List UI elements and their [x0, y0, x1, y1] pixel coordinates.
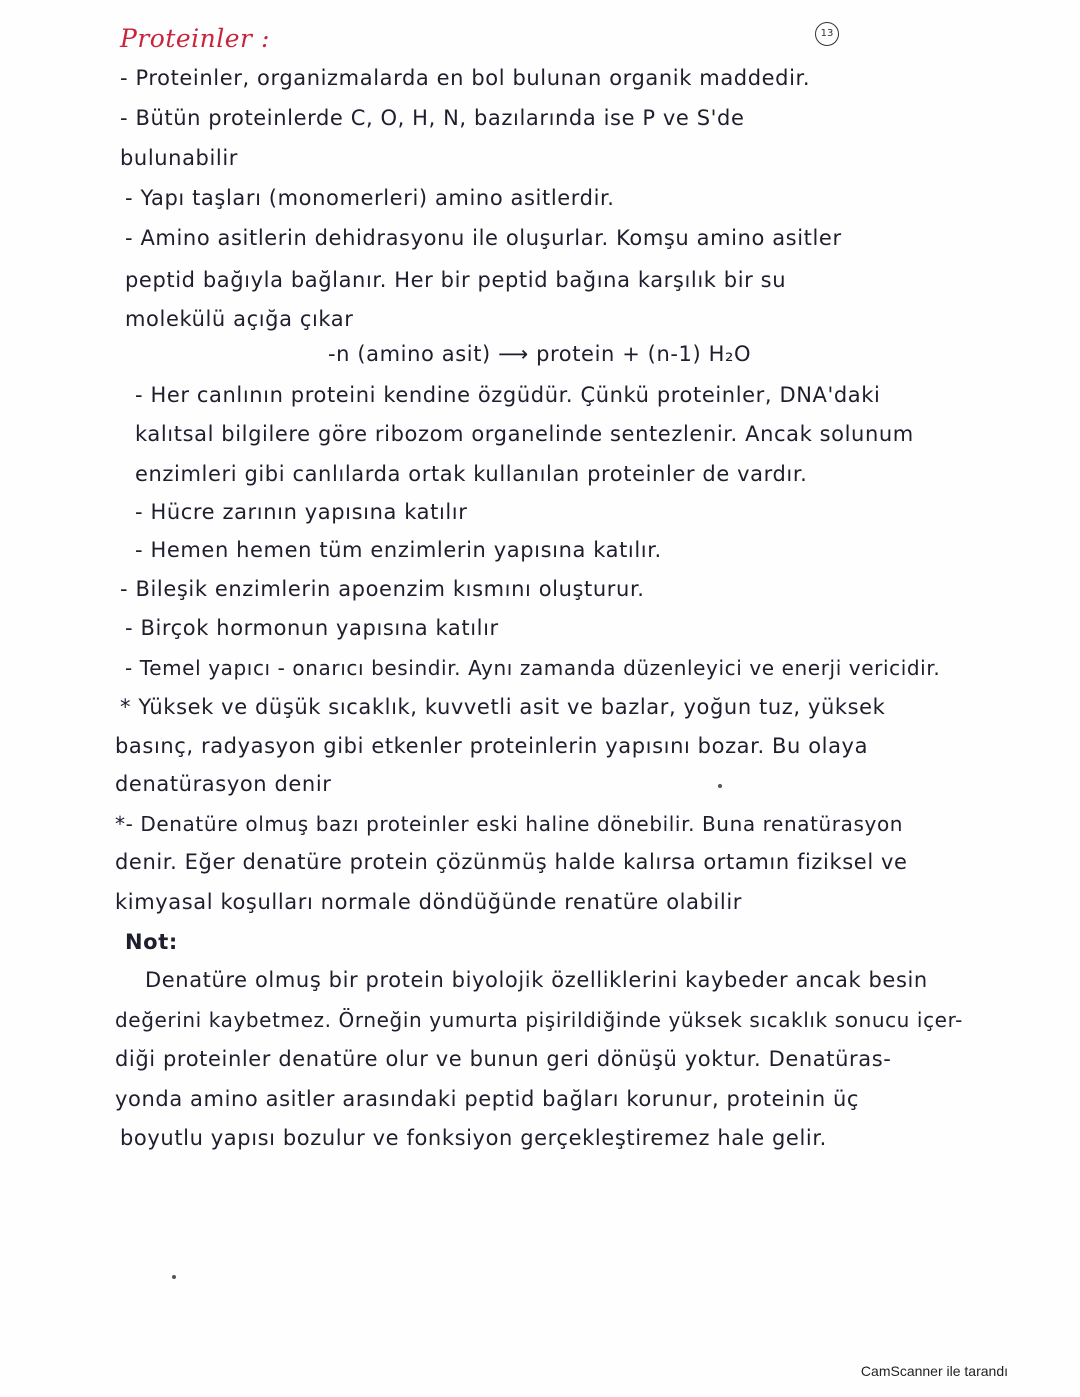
note-line: *- Denatüre olmuş bazı proteinler eski haline dönebilir. Buna renatürasyon: [115, 812, 904, 836]
note-line: - Her canlının proteini kendine özgüdür. Çünkü proteinler, DNA'daki: [135, 383, 881, 407]
note-line: denatürasyon denir: [115, 772, 332, 796]
note-line: peptid bağıyla bağlanır. Her bir peptid bağına karşılık bir su: [125, 268, 787, 292]
note-line: diği proteinler denatüre olur ve bunun geri dönüşü yoktur. Denatüras-: [115, 1047, 892, 1071]
page-title: Proteinler :: [120, 24, 270, 53]
note-line: basınç, radyasyon gibi etkenler proteinlerin yapısını bozar. Bu olaya: [115, 734, 869, 758]
note-line: - Temel yapıcı - onarıcı besindir. Aynı zamanda düzenleyici ve enerji vericidir.: [125, 656, 941, 680]
note-line: enzimleri gibi canlılarda ortak kullanılan proteinler de vardır.: [135, 462, 808, 486]
note-line: * Yüksek ve düşük sıcaklık, kuvvetli asit ve bazlar, yoğun tuz, yüksek: [120, 695, 886, 719]
note-line: - Hücre zarının yapısına katılır: [135, 500, 468, 524]
note-line: Denatüre olmuş bir protein biyolojik özelliklerini kaybeder ancak besin: [145, 968, 928, 992]
note-line: kimyasal koşulları normale döndüğünde renatüre olabilir: [115, 890, 743, 914]
scanner-watermark: CamScanner ile tarandı: [860, 1363, 1008, 1379]
page-number-badge: 13: [815, 22, 839, 46]
note-line: - Hemen hemen tüm enzimlerin yapısına katılır.: [135, 538, 662, 562]
note-heading: Not:: [125, 930, 178, 954]
note-line: yonda amino asitler arasındaki peptid bağları korunur, proteinin üç: [115, 1087, 860, 1111]
note-line: - Amino asitlerin dehidrasyonu ile oluşurlar. Komşu amino asitler: [125, 226, 842, 250]
note-line: - Bütün proteinlerde C, O, H, N, bazılarında ise P ve S'de: [120, 106, 745, 130]
note-line: - Bileşik enzimlerin apoenzim kısmını oluşturur.: [120, 577, 645, 601]
note-line: boyutlu yapısı bozulur ve fonksiyon gerçekleştiremez hale gelir.: [120, 1126, 827, 1150]
ink-dot: [718, 784, 722, 788]
note-line: bulunabilir: [120, 146, 239, 170]
note-line: - Yapı taşları (monomerleri) amino asitlerdir.: [125, 186, 615, 210]
note-line: denir. Eğer denatüre protein çözünmüş halde kalırsa ortamın fiziksel ve: [115, 850, 908, 874]
reaction-equation: -n (amino asit) ⟶ protein + (n-1) H₂O: [328, 342, 752, 366]
note-line: kalıtsal bilgilere göre ribozom organelinde sentezlenir. Ancak solunum: [135, 422, 914, 446]
ink-dot: [172, 1275, 176, 1279]
note-line: değerini kaybetmez. Örneğin yumurta pişirildiğinde yüksek sıcaklık sonucu içer-: [115, 1008, 963, 1032]
note-line: - Birçok hormonun yapısına katılır: [125, 616, 499, 640]
note-line: molekülü açığa çıkar: [125, 307, 354, 331]
note-line: - Proteinler, organizmalarda en bol bulunan organik maddedir.: [120, 66, 811, 90]
